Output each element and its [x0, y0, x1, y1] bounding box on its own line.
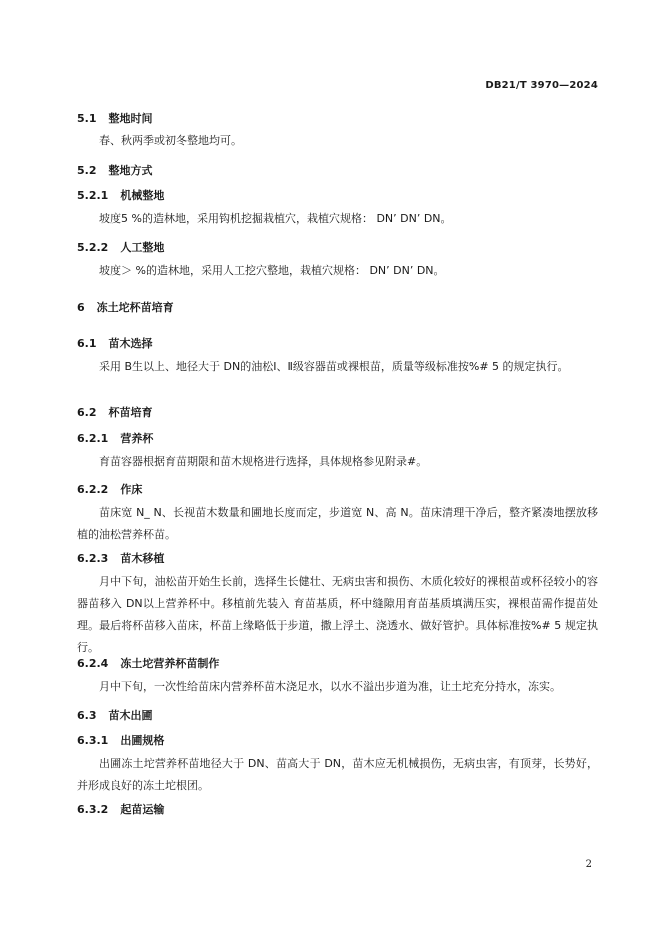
- paragraph: 采用 B生以上、地径大于 DN的油松Ⅰ、Ⅱ级容器苗或裸根苗，质量等级标准按%# 5 的规定执行。: [99, 360, 569, 373]
- page-number: 2: [585, 859, 592, 870]
- section-heading: 6.2.4 冻土坨营养杯苗制作: [77, 657, 220, 670]
- section-heading: 6.2.1 营养杯: [77, 432, 154, 445]
- section-heading: 6.2.2 作床: [77, 483, 143, 496]
- paragraph: 春、秋两季或初冬整地均可。: [99, 134, 242, 147]
- section-heading: 5.2 整地方式: [77, 164, 153, 177]
- section-heading: 6.1 苗木选择: [77, 337, 153, 350]
- section-heading: 6.3 苗木出圃: [77, 709, 153, 722]
- paragraph: 出圃冻土坨营养杯苗地径大于 DN、苗高大于 DN，苗木应无机械损伤，无病虫害，有顶芽，长势好，并形成良好的冻土坨根团。: [77, 757, 598, 792]
- section-heading: 6.3.2 起苗运输: [77, 803, 165, 816]
- paragraph: 坡度5 %的造林地，采用钩机挖掘栽植穴，栽植穴规格： DN’ DN’ DN。: [99, 212, 452, 225]
- document-code: DB21/T 3970—2024: [485, 80, 598, 91]
- paragraph: 育苗容器根据育苗期限和苗木规格进行选择，具体规格参见附录#。: [99, 455, 428, 468]
- section-heading: 5.2.2 人工整地: [77, 241, 165, 254]
- section-heading: 5.2.1 机械整地: [77, 189, 165, 202]
- section-heading: 5.1 整地时间: [77, 112, 153, 125]
- section-heading: 6.3.1 出圃规格: [77, 734, 165, 747]
- paragraph: 苗床宽 N_ N、长视苗木数量和圃地长度而定，步道宽 N、高 N。苗床清理干净后，整齐紧凑地摆放移植的油松营养杯苗。: [77, 506, 598, 541]
- chapter-heading: 6 冻土坨杯苗培育: [77, 301, 174, 314]
- paragraph: 坡度＞ %的造林地，采用人工挖穴整地，栽植穴规格： DN’ DN’ DN。: [99, 264, 445, 277]
- section-heading: 6.2 杯苗培育: [77, 406, 153, 419]
- paragraph: 月中下旬，油松苗开始生长前，选择生长健壮、无病虫害和损伤、木质化较好的裸根苗或杯径较小的容器苗移入 DN以上营养杯中。移植前先装入 育苗基质，杯中缝隙用育苗基质填满压实，裸根苗需作提苗处理。最后将杯苗移入苗床，杯苗上缘略低于步道，撒上浮土、浇透水、做好管护。具体标准按%# 5 规定执行。: [77, 575, 598, 654]
- section-heading: 6.2.3 苗木移植: [77, 552, 165, 565]
- paragraph: 月中下旬，一次性给苗床内营养杯苗木浇足水，以水不溢出步道为准，让土坨充分持水，冻实。: [99, 680, 561, 693]
